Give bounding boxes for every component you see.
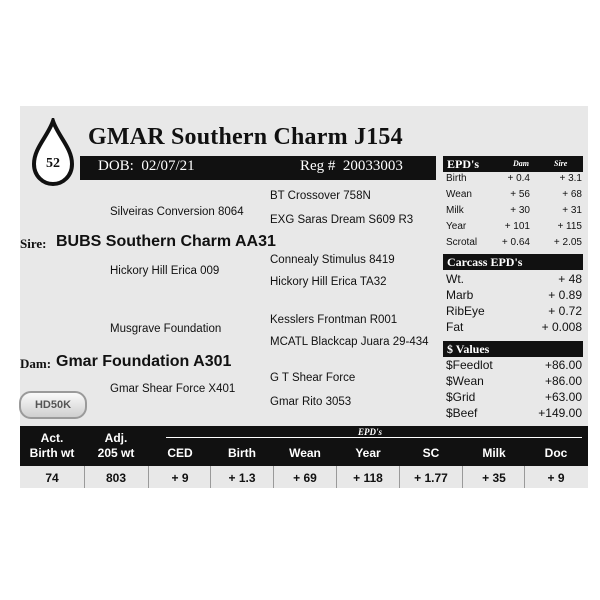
value-doc: + 9 (547, 471, 565, 485)
reg-line (300, 158, 403, 175)
dob-line (98, 158, 195, 175)
header-milk: Milk (482, 446, 506, 460)
epd-row: Year + 101 + 115 (446, 221, 582, 232)
header-birth: Birth (228, 446, 256, 460)
sire-dam-sire: Connealy Stimulus 8419 (270, 254, 395, 266)
value-year: + 118 (353, 471, 383, 485)
sire-sire: Silveiras Conversion 8064 (110, 206, 244, 218)
header-act-top: Act. (40, 431, 64, 445)
value-birth: + 1.3 (228, 471, 256, 485)
sire-sire-dam: EXG Saras Dream S609 R3 (270, 214, 414, 226)
header-wean: Wean (289, 446, 321, 460)
epd-row: Wean + 56 + 68 (446, 189, 582, 200)
sire-sire-sire: BT Crossover 758N (270, 190, 371, 202)
divider (524, 466, 525, 488)
divider (210, 466, 211, 488)
epd-row: Scrotal + 0.64 + 2.05 (446, 237, 582, 248)
header-205-wt: 205 wt (97, 446, 135, 460)
reg-value: 20033003 (342, 158, 403, 174)
value-row: $Wean +86.00 (446, 374, 582, 388)
value-ced: + 9 (171, 471, 189, 485)
dam-sire: Musgrave Foundation (110, 323, 222, 335)
value-row: $Feedlot +86.00 (446, 358, 582, 372)
dob-label: DOB: (98, 158, 134, 174)
value-adj-205-wt: 803 (105, 471, 127, 485)
value-row: $Beef +149.00 (446, 406, 582, 420)
divider (336, 466, 337, 488)
value-sc: + 1.77 (414, 471, 448, 485)
sire-dam-dam: Hickory Hill Erica TA32 (270, 276, 387, 288)
value-row: $Grid +63.00 (446, 390, 582, 404)
dam-dam-dam: Gmar Rito 3053 (270, 396, 352, 408)
header-sc: SC (422, 446, 440, 460)
dam-sire-sire: Kesslers Frontman R001 (270, 314, 398, 326)
value-wean: + 69 (293, 471, 317, 485)
epd-row: Milk + 30 + 31 (446, 205, 582, 216)
value-act-birth-wt: 74 (45, 471, 59, 485)
carcass-title: Carcass EPD's (447, 255, 523, 269)
header-ced: CED (167, 446, 193, 460)
hd50k-badge: HD50K (19, 391, 87, 419)
sire-dam: Hickory Hill Erica 009 (110, 265, 220, 277)
epd-header (443, 156, 583, 172)
carcass-row: RibEye + 0.72 (446, 304, 582, 318)
lot-number: 52 (46, 156, 60, 171)
header-birth-wt: Birth wt (29, 446, 75, 460)
header-doc: Doc (544, 446, 568, 460)
animal-name: GMAR Southern Charm J154 (88, 124, 403, 150)
carcass-row: Wt. + 48 (446, 272, 582, 286)
epd-row: Birth + 0.4 + 3.1 (446, 173, 582, 184)
header-year: Year (355, 446, 381, 460)
carcass-header (443, 254, 583, 270)
values-title: $ Values (447, 342, 490, 356)
dam-sire-dam: MCATL Blackcap Juara 29-434 (270, 336, 429, 348)
sire-name: BUBS Southern Charm AA31 (56, 233, 276, 250)
sire-label: Sire: (20, 236, 47, 251)
dam-label: Dam: (20, 356, 52, 371)
lot-drop-icon (28, 118, 78, 188)
values-header (443, 341, 583, 357)
epd-caption: EPD's (340, 427, 400, 437)
carcass-row: Fat + 0.008 (446, 320, 582, 334)
header-adj-top: Adj. (104, 431, 128, 445)
epd-title: EPD's (447, 157, 480, 171)
divider (399, 466, 400, 488)
divider (148, 466, 149, 488)
epd-col-dam: Dam (513, 159, 529, 168)
dob-value: 02/07/21 (141, 158, 195, 174)
dam-dam: Gmar Shear Force X401 (110, 383, 236, 395)
value-milk: + 35 (482, 471, 506, 485)
carcass-row: Marb + 0.89 (446, 288, 582, 302)
divider (462, 466, 463, 488)
reg-label: Reg # (300, 158, 336, 174)
epd-col-sire: Sire (554, 159, 568, 168)
divider (273, 466, 274, 488)
dam-dam-sire: G T Shear Force (270, 372, 356, 384)
divider (84, 466, 85, 488)
dam-name: Gmar Foundation A301 (56, 353, 232, 370)
epd-caption-line (166, 437, 582, 438)
